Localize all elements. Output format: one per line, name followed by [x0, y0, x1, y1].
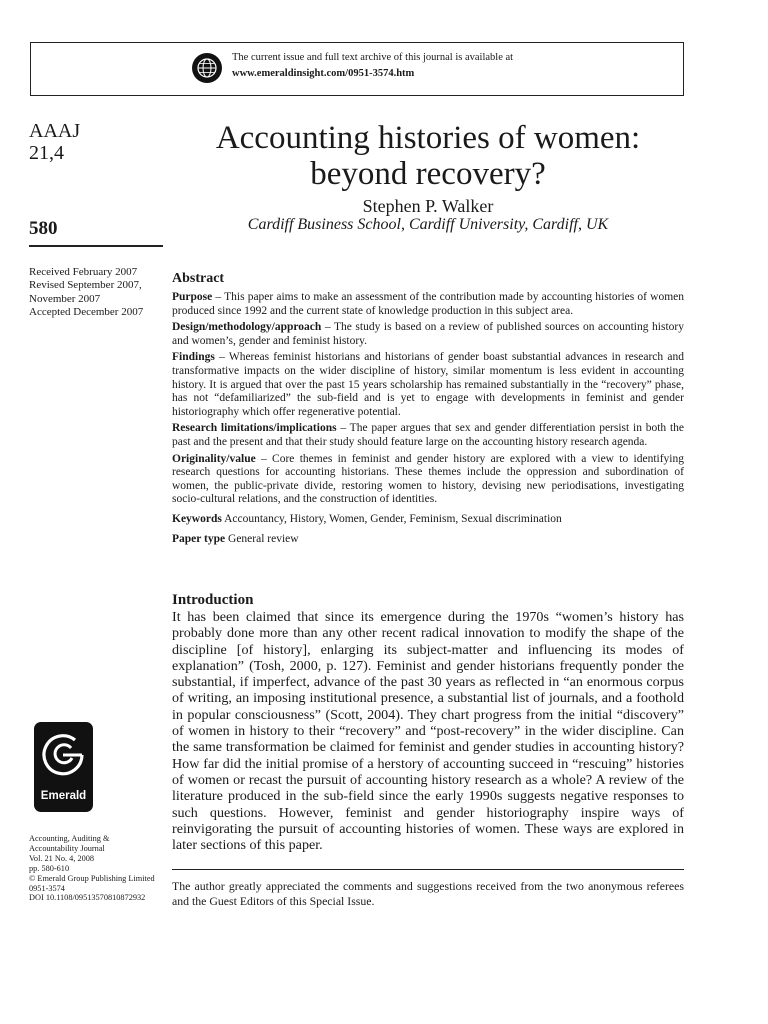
abstract-purpose	[172, 291, 684, 318]
banner-url[interactable]: www.emeraldinsight.com/0951-3574.htm	[232, 68, 415, 79]
citation-line: © Emerald Group Publishing Limited	[29, 873, 155, 883]
purpose-text: – This paper aims to make an assessment of the contribution made by accounting histories of women produced since 1992 and the current state of knowledge production in this subject area.	[172, 291, 684, 317]
introduction-text: It has been claimed that since its emergence during the 1970s “women’s history has probably done more than any other recent radical innovation to modify the shape of the discipline [of history], enlarging its subject-matter and influencing its modes of explanation” (Tosh, 2000, p. 127). Feminist and gender historians frequently ponder the substantial, if imperfect, advance of the past 30 years as reflected in “an enormous corpus of writing, an imposing institutional presence, a substantial list of journals, and a foothold in popular consciousness” (Scott, 2004). They chart progress from the initial “discovery” of women in history to their “recovery” and “post-recovery” in the wider discipline. Can the same transformation be claimed for feminist and gender studies in accounting history? How far did the initial promise of a herstory of accounting succeed in “rescuing” histories of women or recast the pursuit of accounting history research as a whole? A review of the literature produced in the sub-field since the early 1990s suggests negative responses to such questions. However, feminist and gender historiography inspire ways of reinvigorating the pursuit of accounting histories of women. These ways are explored in later sections of this paper.	[172, 609, 684, 854]
date-line: Accepted December 2007	[29, 305, 144, 318]
paper-type-text: General review	[225, 532, 299, 545]
emerald-logo-mark	[34, 724, 93, 786]
logo-text: Emerald	[40, 790, 87, 802]
journal-access-banner	[30, 42, 684, 96]
introduction-heading: Introduction	[172, 592, 254, 608]
citation-line: Accounting, Auditing &	[29, 834, 110, 843]
abstract-design	[172, 321, 684, 348]
limitations-text: – The paper argues that sex and gender differentiation persist in both the past and the present and that their study should feature large on the accounting history research agenda.	[172, 422, 685, 448]
citation-line: pp. 580-610	[29, 863, 70, 873]
abstract-findings	[172, 351, 684, 419]
abstract-keywords	[172, 513, 684, 527]
footnote-divider	[172, 869, 684, 870]
citation-line: DOI 10.1108/09513570810872932	[29, 893, 146, 903]
divider	[29, 245, 163, 247]
paper-title	[172, 120, 684, 192]
author-affiliation: Cardiff Business School, Cardiff University, Cardiff, UK	[247, 216, 609, 233]
title-line: Accounting histories of women:	[215, 120, 641, 156]
citation-line: Vol. 21 No. 4, 2008	[29, 853, 95, 863]
date-line: Revised September 2007,	[29, 279, 142, 292]
purpose-label: Purpose	[172, 291, 213, 303]
banner-text: The current issue and full text archive of this journal is available at	[232, 52, 514, 63]
date-line: November 2007	[29, 292, 101, 305]
journal-volume: 21,4	[29, 142, 64, 164]
page-number: 580	[29, 218, 58, 239]
submission-dates	[29, 266, 143, 319]
abstract-originality	[172, 453, 684, 507]
journal-abbr: AAAJ	[29, 120, 81, 142]
limitations-label: Research limitations/implications	[172, 422, 337, 435]
citation-block	[29, 834, 155, 903]
acknowledgement-footnote: The author greatly appreciated the comments and suggestions received from the two anonymous referees and the Guest Editors of this Special Issue.	[172, 879, 684, 908]
date-line: Received February 2007	[29, 266, 138, 278]
citation-line: 0951-3574	[29, 883, 65, 893]
keywords-label: Keywords	[172, 512, 222, 525]
design-label: Design/methodology/approach	[172, 321, 322, 334]
globe-icon	[191, 52, 223, 84]
abstract-limitations	[172, 422, 684, 449]
abstract-heading: Abstract	[172, 271, 225, 286]
paper-type-label: Paper type	[172, 532, 226, 545]
author-name: Stephen P. Walker	[362, 196, 494, 216]
originality-label: Originality/value	[172, 452, 256, 465]
title-line: beyond recovery?	[310, 156, 546, 192]
journal-id	[29, 120, 80, 164]
citation-line: Accountability Journal	[29, 843, 105, 853]
originality-text: – Core themes in feminist and gender history are explored with a view to identifying research questions for accounting historians. These themes include the oppression and subordination of women, the public-private divide, restoring women to history, devising new periodisations, investigating socio-cultural relations, and the construction of identities.	[172, 452, 684, 506]
design-text: – The study is based on a review of published sources on accounting history and women’s, gender and feminist history.	[172, 321, 684, 347]
keywords-text: Accountancy, History, Women, Gender, Feminism, Sexual discrimination	[221, 512, 562, 525]
findings-label: Findings	[172, 351, 215, 364]
findings-text: – Whereas feminist historians and historians of gender boast substantial advances in research and transformative impacts on the wider discipline of history, similar momentum is less evident in accounting history. It is argued that over the past 15 years scholarship has remained substantially in the “recovery” phase, has not “defamiliarized” the sub-field and is yet to engage with developments in feminist and gender historiography which offer regenerative potential.	[172, 351, 684, 418]
abstract-paper-type	[172, 533, 684, 547]
abstract-body	[172, 291, 684, 549]
